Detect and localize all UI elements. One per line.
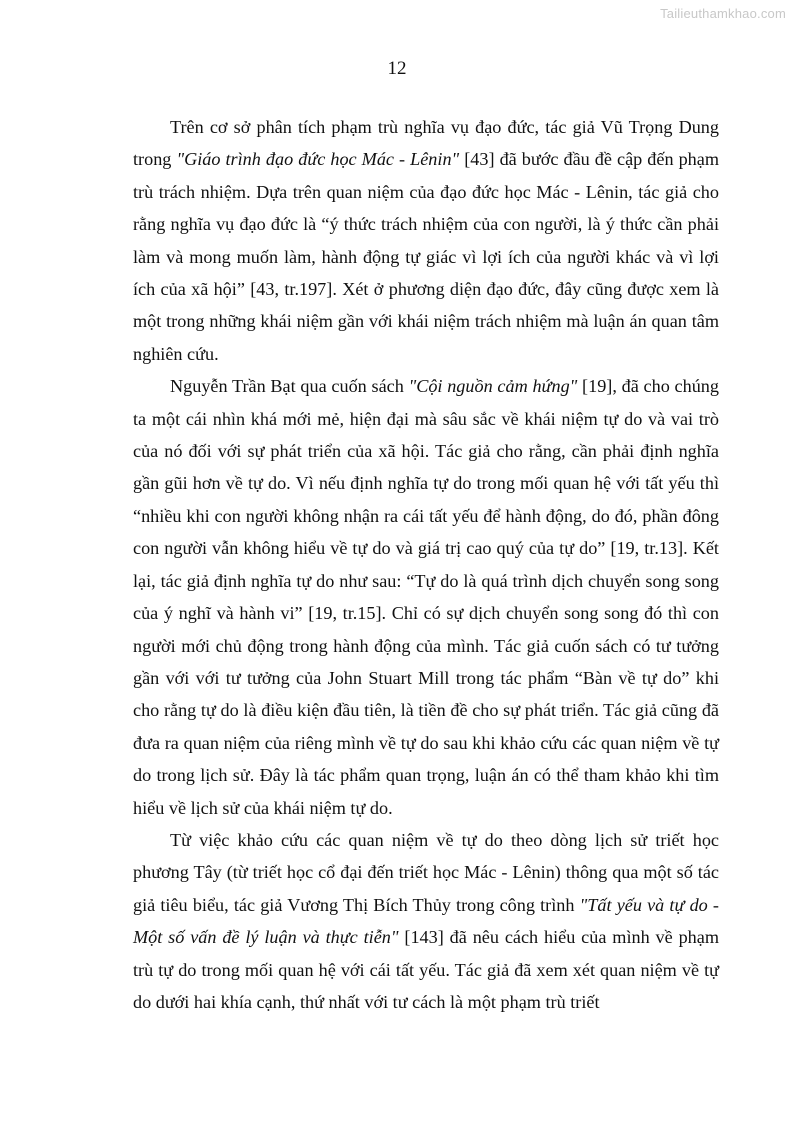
paragraph-text: [43] đã bước đầu đề cập đến phạm trù trách nhiệm. Dựa trên quan niệm của đạo đức học Mác - Lênin, tác giả cho rằng nghĩa vụ đạo đức là “ý thức trách nhiệm của con người, là ý thức cần phải làm và mong muốn làm, hành động tự giác vì lợi ích của người khác và vì lợi ích của xã hội” [43, tr.197]. Xét ở phương diện đạo đức, đây cũng được xem là một trong những khái niệm gần với khái niệm trách nhiệm mà luận án quan tâm nghiên cứu. <box>133 149 719 364</box>
paragraph-text: [19], đã cho chúng ta một cái nhìn khá mới mẻ, hiện đại mà sâu sắc về khái niệm tự do và vai trò của nó đối với sự phát triển của xã hội. Tác giả cho rằng, cần phải định nghĩa gần gũi hơn về tự do. Vì nếu định nghĩa tự do trong mối quan hệ với tất yếu thì “nhiều khi con người không nhận ra cái tất yếu để hành động, do đó, phần đông con người vẫn không hiểu về tự do và giá trị cao quý của tự do” [19, tr.13]. Kết lại, tác giả định nghĩa tự do như sau: “Tự do là quá trình dịch chuyển song song của ý nghĩ và hành vi” [19, tr.15]. Chỉ có sự dịch chuyển song song đó thì con người mới chủ động trong hành động của mình. Tác giả cuốn sách có tư tưởng gần với với tư tưởng của John Stuart Mill trong tác phẩm “Bàn về tự do” khi cho rằng tự do là điều kiện đầu tiên, là tiền đề cho sự phát triển. Tác giả cũng đã đưa ra quan niệm của riêng mình về tự do sau khi khảo cứu các quan niệm về tự do trong lịch sử. Đây là tác phẩm quan trọng, luận án có thể tham khảo khi tìm hiểu về lịch sử của khái niệm tự do. <box>133 376 719 818</box>
paragraph-text: [143] đã nêu cách hiểu của mình về phạm trù tự do trong mối quan hệ với cái tất yếu. Tác giả đã xem xét quan niệm về tự do dưới hai khía cạnh, thứ nhất với tư cách là một phạm trù triết <box>133 927 719 1012</box>
paragraph-text: Nguyễn Trần Bạt qua cuốn sách <box>170 376 409 397</box>
paragraph <box>133 824 719 1018</box>
paragraph-text: Trên cơ sở phân tích phạm trù nghĩa vụ đạo đức, tác giả Vũ Trọng Dung trong <box>133 117 719 170</box>
document-body <box>133 111 719 1018</box>
paragraph <box>133 111 719 370</box>
book-title: "Cội nguồn cảm hứng" <box>408 376 578 397</box>
watermark-text: Tailieuthamkhao.com <box>660 6 786 21</box>
paragraph <box>133 370 719 824</box>
book-title: "Tất yếu và tự do - Một số vấn đề lý luận và thực tiễn" <box>133 894 719 948</box>
page-number: 12 <box>387 58 407 79</box>
paragraph-text: Từ việc khảo cứu các quan niệm về tự do theo dòng lịch sử triết học phương Tây (từ triết học cổ đại đến triết học Mác - Lênin) thông qua một số tác giả tiêu biểu, tác giả Vương Thị Bích Thủy trong công trình <box>133 829 719 915</box>
book-title: "Giáo trình đạo đức học Mác - Lênin" <box>176 149 460 170</box>
